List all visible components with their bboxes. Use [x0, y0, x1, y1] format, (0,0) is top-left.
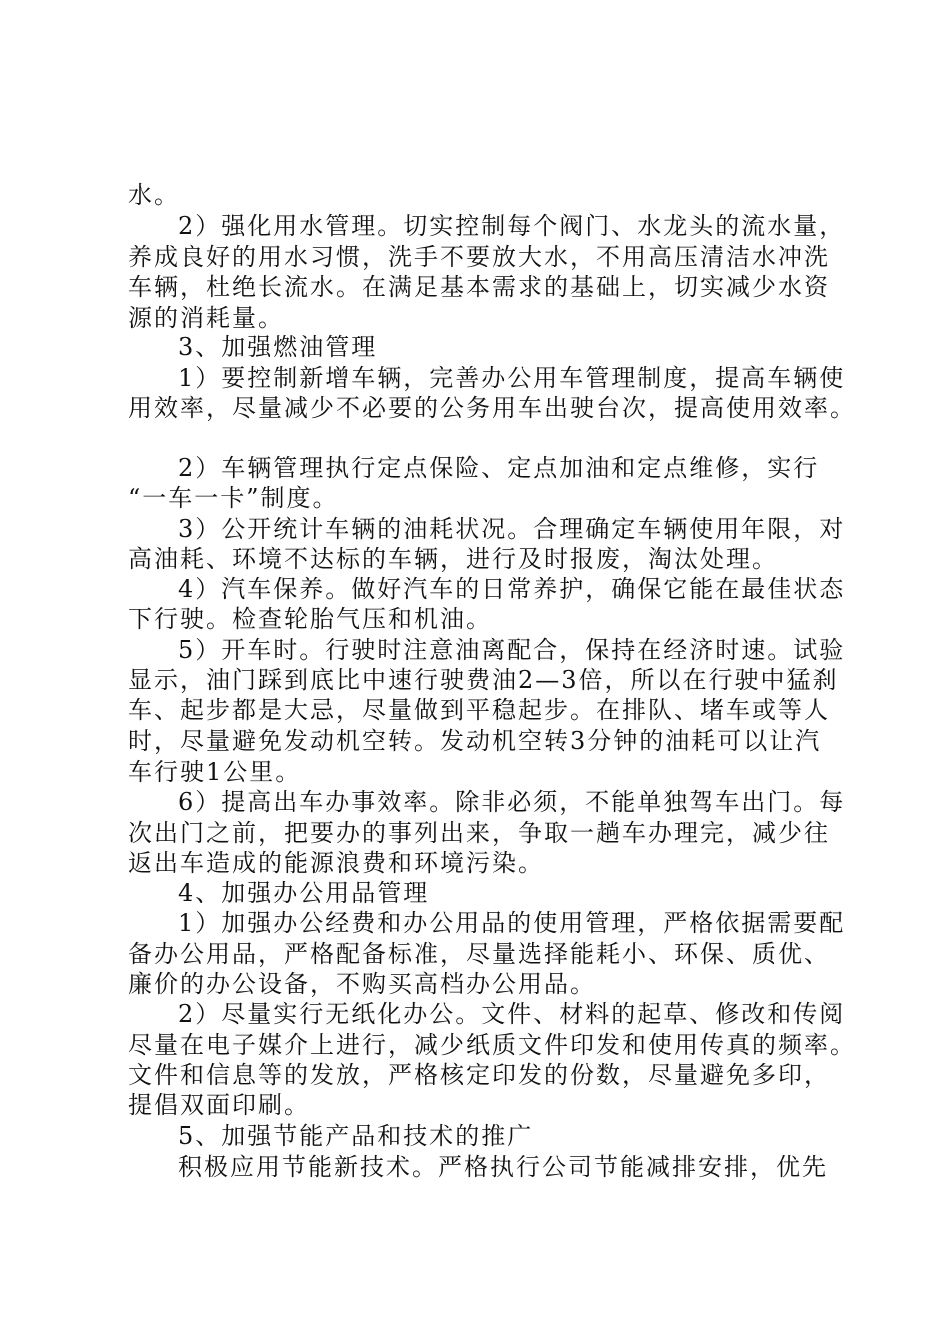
text-line: 下行驶。检查轮胎气压和机油。: [128, 605, 492, 633]
text-line: 车行驶1公里。: [128, 758, 302, 786]
paragraph-heading-line: 4）汽车保养。做好汽车的日常养护，确保它能在最佳状态: [178, 575, 846, 603]
paragraph-heading-line: 积极应用节能新技术。严格执行公司节能减排安排，优先: [178, 1153, 828, 1181]
paragraph-heading-line: 2）尽量实行无纸化办公。文件、材料的起草、修改和传阅: [178, 1000, 846, 1028]
paragraph-heading-line: 6）提高出车办事效率。除非必须，不能单独驾车出门。每: [178, 788, 846, 816]
text-line: 尽量在电子媒介上进行，减少纸质文件印发和使用传真的频率。: [128, 1031, 856, 1059]
text-line: 文件和信息等的发放，严格核定印发的份数，尽量避免多印，: [128, 1061, 830, 1089]
text-line: 廉价的办公设备，不购买高档办公用品。: [128, 970, 596, 998]
paragraph-heading-line: 5）开车时。行驶时注意油离配合，保持在经济时速。试验: [178, 636, 846, 664]
text-line: 水。: [128, 181, 180, 209]
text-line: 车、起步都是大忌，尽量做到平稳起步。在排队、堵车或等人: [128, 696, 830, 724]
text-line: 备办公用品，严格配备标准，尽量选择能耗小、环保、质优、: [128, 940, 830, 968]
paragraph-heading-line: 2）车辆管理执行定点保险、定点加油和定点维修，实行: [178, 454, 820, 482]
paragraph-heading-line: 1）要控制新增车辆，完善办公用车管理制度，提高车辆使: [178, 364, 846, 392]
text-line: “一车一卡”制度。: [128, 484, 339, 512]
text-line: 用效率，尽量减少不必要的公务用车出驶台次，提高使用效率。: [128, 394, 856, 422]
section-heading: 5、加强节能产品和技术的推广: [178, 1122, 534, 1150]
text-line: 次出门之前，把要办的事列出来，争取一趟车办理完，减少往: [128, 819, 830, 847]
paragraph-heading-line: 3）公开统计车辆的油耗状况。合理确定车辆使用年限，对: [178, 515, 846, 543]
text-line: 养成良好的用水习惯，洗手不要放大水，不用高压清洁水冲洗: [128, 243, 830, 271]
text-line: 显示，油门踩到底比中速行驶费油2—3倍，所以在行驶中猛刹: [128, 666, 839, 694]
text-line: 返出车造成的能源浪费和环境污染。: [128, 849, 544, 877]
paragraph-heading-line: 1）加强办公经费和办公用品的使用管理，严格依据需要配: [178, 909, 846, 937]
text-line: 提倡双面印刷。: [128, 1091, 310, 1119]
text-line: 时，尽量避免发动机空转。发动机空转3分钟的油耗可以让汽: [128, 727, 822, 755]
text-line: 车辆，杜绝长流水。在满足基本需求的基础上，切实减少水资: [128, 273, 830, 301]
text-line: 高油耗、环境不达标的车辆，进行及时报废，淘汰处理。: [128, 545, 778, 573]
paragraph-heading-line: 2）强化用水管理。切实控制每个阀门、水龙头的流水量，: [178, 212, 846, 240]
section-heading: 4、加强办公用品管理: [178, 879, 430, 907]
text-line: 源的消耗量。: [128, 304, 284, 332]
section-heading: 3、加强燃油管理: [178, 333, 378, 361]
